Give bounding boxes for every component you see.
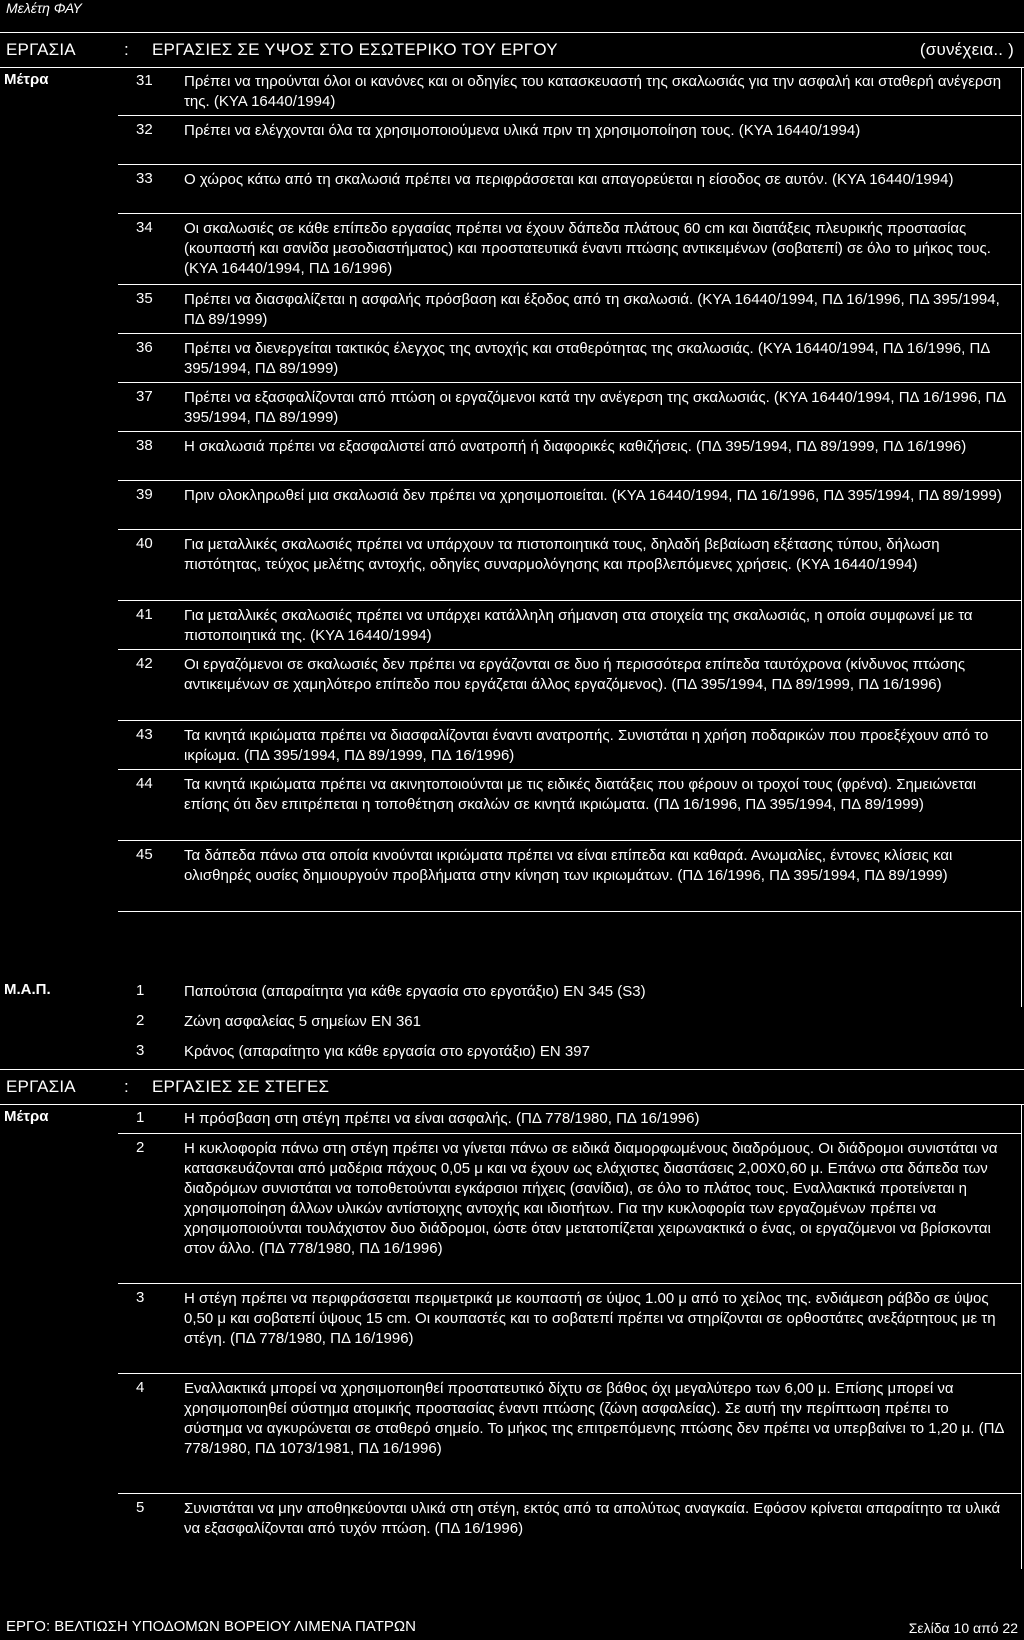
task-heading-1 xyxy=(0,32,1024,68)
task-heading-2 xyxy=(0,1069,1024,1105)
item-text: Πρέπει να τηρούνται όλοι οι κανόνες και οι οδηγίες του κατασκευαστή της σκαλωσιάς για την ασφαλή και σταθερή ανέγερση της. (ΚΥΑ 16440/1994) xyxy=(184,73,1002,110)
item-number: 42 xyxy=(136,655,153,672)
item-number: 36 xyxy=(136,339,153,356)
measure-item xyxy=(118,165,1021,214)
item-number: 39 xyxy=(136,486,153,503)
item-number: 43 xyxy=(136,726,153,743)
item-text: Τα δάπεδα πάνω στα οποία κινούνται ικριώματα πρέπει να είναι επίπεδα και καθαρά. Ανωμαλίες, έντονες κλίσεις και ολισθηρές ουσίες δημιουργούν προβλήματα στην κίνηση των ικριωμάτων. (ΠΔ 16/1996, ΠΔ 395/1994, ΠΔ 89/1999) xyxy=(184,847,953,884)
item-text: Οι σκαλωσιές σε κάθε επίπεδο εργασίας πρέπει να έχουν δάπεδα πλάτους 60 cm και διατάξεις πλευρικής προστασίας (κουπαστή και σανίδα μεσοδιαστήματος) και προστατευτικά έναντι πτώσης αντικειμένων (σοβατεπί) σε όλο το μήκος τους. (ΚΥΑ 16440/1994, ΠΔ 16/1996) xyxy=(184,220,991,277)
item-text: Πρέπει να ελέγχονται όλα τα χρησιμοποιούμενα υλικά πριν τη χρησιμοποίηση τους. (ΚΥΑ 16440/1994) xyxy=(184,122,861,139)
measure-item xyxy=(118,432,1021,481)
measure-item xyxy=(118,841,1021,912)
item-text: Ζώνη ασφαλείας 5 σημείων EN 361 xyxy=(184,1013,421,1030)
item-text: Για μεταλλικές σκαλωσιές πρέπει να υπάρχει κατάλληλη σήμανση στα στοιχεία της σκαλωσιάς, η οποία συμφωνεί με τα πιστοποιητικά της. (ΚΥΑ 16440/1994) xyxy=(184,607,973,644)
measure-item xyxy=(118,1374,1021,1494)
ppe-item xyxy=(118,1037,1021,1067)
measure-item xyxy=(118,770,1021,841)
page-footer xyxy=(0,1616,1024,1638)
item-text: Ο χώρος κάτω από τη σκαλωσιά πρέπει να περιφράσσεται και απαγορεύεται η είσοδος σε αυτόν. (ΚΥΑ 16440/1994) xyxy=(184,171,954,188)
ppe-label: Μ.Α.Π. xyxy=(4,981,51,998)
ppe-item xyxy=(118,977,1021,1007)
item-number: 1 xyxy=(136,1109,145,1126)
item-number: 40 xyxy=(136,535,153,552)
project-title: ΕΡΓΟ: ΒΕΛΤΙΩΣΗ ΥΠΟΔΟΜΩΝ ΒΟΡΕΙΟΥ ΛΙΜΕΝΑ ΠΑΤΡΩΝ xyxy=(6,1618,416,1635)
measure-item xyxy=(118,67,1021,116)
item-text: Πριν ολοκληρωθεί μια σκαλωσιά δεν πρέπει να χρησιμοποιείται. (ΚΥΑ 16440/1994, ΠΔ 16/1996, ΠΔ 395/1994, ΠΔ 89/1999) xyxy=(184,487,1002,504)
measures-label: Μέτρα xyxy=(4,1108,49,1125)
item-text: Πρέπει να διενεργείται τακτικός έλεγχος της αντοχής και σταθερότητας της σκαλωσιάς. (ΚΥΑ 16440/1994, ΠΔ 16/1996, ΠΔ 395/1994, ΠΔ 89/1999) xyxy=(184,340,990,377)
task-title: ΕΡΓΑΣΙΕΣ ΣΕ ΣΤΕΓΕΣ xyxy=(152,1077,330,1096)
measure-item xyxy=(118,214,1021,285)
item-number: 5 xyxy=(136,1499,145,1516)
item-text: Τα κινητά ικριώματα πρέπει να ακινητοποιούνται με τις ειδικές διατάξεις που φέρουν οι τροχοί τους (φρένα). Σημειώνεται επίσης ότι δεν επιτρέπεται η τοποθέτηση σκαλών σε κινητά ικριώματα. (ΠΔ 16/1996, ΠΔ 395/1994, ΠΔ 89/1999) xyxy=(184,776,977,813)
measure-item xyxy=(118,601,1021,650)
item-text: Εναλλακτικά μπορεί να χρησιμοποιηθεί προστατευτικό δίχτυ σε βάθος όχι μεγαλύτερο των 6,00 μ. Επίσης μπορεί να χρησιμοποιηθεί σύστημα ατομικής προστασίας έναντι πτώσης (ζώνη ασφαλείας). Σε αυτή την περίπτωση πρέπει το σύστημα να αγκυρώνεται σε σταθερό σημείο. Το μήκος της επιτρεπόμενης πτώσης δεν πρέπει να υπερβαίνει το 1,20 μ. (ΠΔ 778/1980, ΠΔ 1073/1981, ΠΔ 16/1996) xyxy=(184,1380,1004,1457)
task-title: ΕΡΓΑΣΙΕΣ ΣΕ ΥΨΟΣ ΣΤΟ ΕΣΩΤΕΡΙΚΟ ΤΟΥ ΕΡΓΟΥ xyxy=(152,40,558,59)
page-number: Σελίδα 10 από 22 xyxy=(908,1620,1018,1636)
item-number: 37 xyxy=(136,388,153,405)
item-text: Τα κινητά ικριώματα πρέπει να διασφαλίζονται έναντι ανατροπής. Συνιστάται η χρήση ποδαρικών που προεξέχουν από το ικρίωμα. (ΠΔ 395/1994, ΠΔ 89/1999, ΠΔ 16/1996) xyxy=(184,727,989,764)
item-text: Συνιστάται να μην αποθηκεύονται υλικά στη στέγη, εκτός από τα απολύτως αναγκαία. Εφόσον κρίνεται απαραίτητο τα υλικά να εξασφαλίζονται από τυχόν πτώση. (ΠΔ 16/1996) xyxy=(184,1500,1001,1537)
continued-note: (συνέχεια.. ) xyxy=(919,40,1014,59)
document-header-note: Μελέτη ΦΑΥ xyxy=(6,0,82,16)
item-number: 32 xyxy=(136,121,153,138)
item-number: 41 xyxy=(136,606,153,623)
measure-item xyxy=(118,334,1021,383)
item-text: Η κυκλοφορία πάνω στη στέγη πρέπει να γίνεται πάνω σε ειδικά διαμορφωμένους διαδρόμους. Οι διάδρομοι συνιστάται να κατασκευάζονται από μαδέρια πάχους 0,05 μ και να έχουν ως ελάχιστες διαστάσεις 2,00Χ0,60 μ. Επάνω στα δάπεδα των διαδρόμων συνιστάται να τοποθετούνται εγκάρσιοι πήχεις (σανίδια), σε όλο το πλάτος τους. Εναλλακτικά προτείνεται η χρησιμοποίηση άλλων υλικών αντίστοιχης αντοχής και ιδιοτήτων. Για την κυκλοφορία των εργαζομένων πρέπει να χρησιμοποιούνται τουλάχιστον δυο διάδρομοι, ώστε όταν μετατοπίζεται χειρωνακτικά ο ένας, οι εργαζόμενοι να βρίσκονται στον άλλο. (ΠΔ 778/1980, ΠΔ 16/1996) xyxy=(184,1140,998,1257)
measure-item xyxy=(118,285,1021,334)
item-text: Παπούτσια (απαραίτητα για κάθε εργασία στο εργοτάξιο) EN 345 (S3) xyxy=(184,983,646,1000)
task-label: ΕΡΓΑΣΙΑ xyxy=(6,40,76,59)
item-number: 1 xyxy=(136,982,145,999)
item-number: 31 xyxy=(136,72,153,89)
ppe-item xyxy=(118,1007,1021,1037)
measure-item xyxy=(118,1494,1021,1569)
item-number: 45 xyxy=(136,846,153,863)
measure-item xyxy=(118,481,1021,530)
measures-section-2 xyxy=(0,1104,1024,1569)
item-text: Η πρόσβαση στη στέγη πρέπει να είναι ασφαλής. (ΠΔ 778/1980, ΠΔ 16/1996) xyxy=(184,1110,700,1127)
item-text: Κράνος (απαραίτητο για κάθε εργασία στο εργοτάξιο) EN 397 xyxy=(184,1043,590,1060)
ppe-section xyxy=(0,977,1024,1069)
item-number: 34 xyxy=(136,219,153,236)
measure-item xyxy=(118,1134,1021,1284)
measures-label: Μέτρα xyxy=(4,71,49,88)
measures-section-1 xyxy=(0,67,1024,1007)
task-label: ΕΡΓΑΣΙΑ xyxy=(6,1077,76,1096)
measure-item xyxy=(118,650,1021,721)
measure-item xyxy=(118,530,1021,601)
measure-item xyxy=(118,1284,1021,1374)
item-text: Πρέπει να εξασφαλίζονται από πτώση οι εργαζόμενοι κατά την ανέγερση της σκαλωσιάς. (ΚΥΑ 16440/1994, ΠΔ 16/1996, ΠΔ 395/1994, ΠΔ 89/1999) xyxy=(184,389,1006,426)
item-number: 3 xyxy=(136,1289,145,1306)
measure-item xyxy=(118,721,1021,770)
task-colon: : xyxy=(124,1077,129,1096)
measure-item xyxy=(118,383,1021,432)
item-number: 38 xyxy=(136,437,153,454)
item-text: Οι εργαζόμενοι σε σκαλωσιές δεν πρέπει να εργάζονται σε δυο ή περισσότερα επίπεδα ταυτόχρονα (κίνδυνος πτώσης αντικειμένων σε χαμηλότερο επίπεδο που εργάζεται άλλος εργαζόμενος). (ΠΔ 395/1994, ΠΔ 89/1999, ΠΔ 16/1996) xyxy=(184,656,966,693)
item-text: Πρέπει να διασφαλίζεται η ασφαλής πρόσβαση και έξοδος από τη σκαλωσιά. (ΚΥΑ 16440/1994, ΠΔ 16/1996, ΠΔ 395/1994, ΠΔ 89/1999) xyxy=(184,291,1000,328)
item-text: Η σκαλωσιά πρέπει να εξασφαλιστεί από ανατροπή ή διαφορικές καθιζήσεις. (ΠΔ 395/1994, ΠΔ 89/1999, ΠΔ 16/1996) xyxy=(184,438,967,455)
task-colon: : xyxy=(124,40,129,59)
item-text: Για μεταλλικές σκαλωσιές πρέπει να υπάρχουν τα πιστοποιητικά τους, δηλαδή βεβαίωση εξέτασης τύπου, δήλωση πιστότητας, τεύχος μελέτης αντοχής, οδηγίες συναρμολόγησης και προβλεπόμενες χρήσεις. (ΚΥΑ 16440/1994) xyxy=(184,536,940,573)
item-text: Η στέγη πρέπει να περιφράσσεται περιμετρικά με κουπαστή σε ύψος 1.00 μ από το χείλος της. ενδιάμεση ράβδο σε ύψος 0,50 μ και σοβατεπί ύψους 15 cm. Οι κουπαστές και το σοβατεπί πρέπει να στηρίζονται σε ορθοστάτες ανεξάρτητους με τη στέγη. (ΠΔ 778/1980, ΠΔ 16/1996) xyxy=(184,1290,996,1347)
item-number: 33 xyxy=(136,170,153,187)
item-number: 2 xyxy=(136,1139,145,1156)
measure-item xyxy=(118,116,1021,165)
item-number: 35 xyxy=(136,290,153,307)
measure-item xyxy=(118,1104,1021,1134)
item-number: 3 xyxy=(136,1042,145,1059)
item-number: 4 xyxy=(136,1379,145,1396)
item-number: 44 xyxy=(136,775,153,792)
item-number: 2 xyxy=(136,1012,145,1029)
